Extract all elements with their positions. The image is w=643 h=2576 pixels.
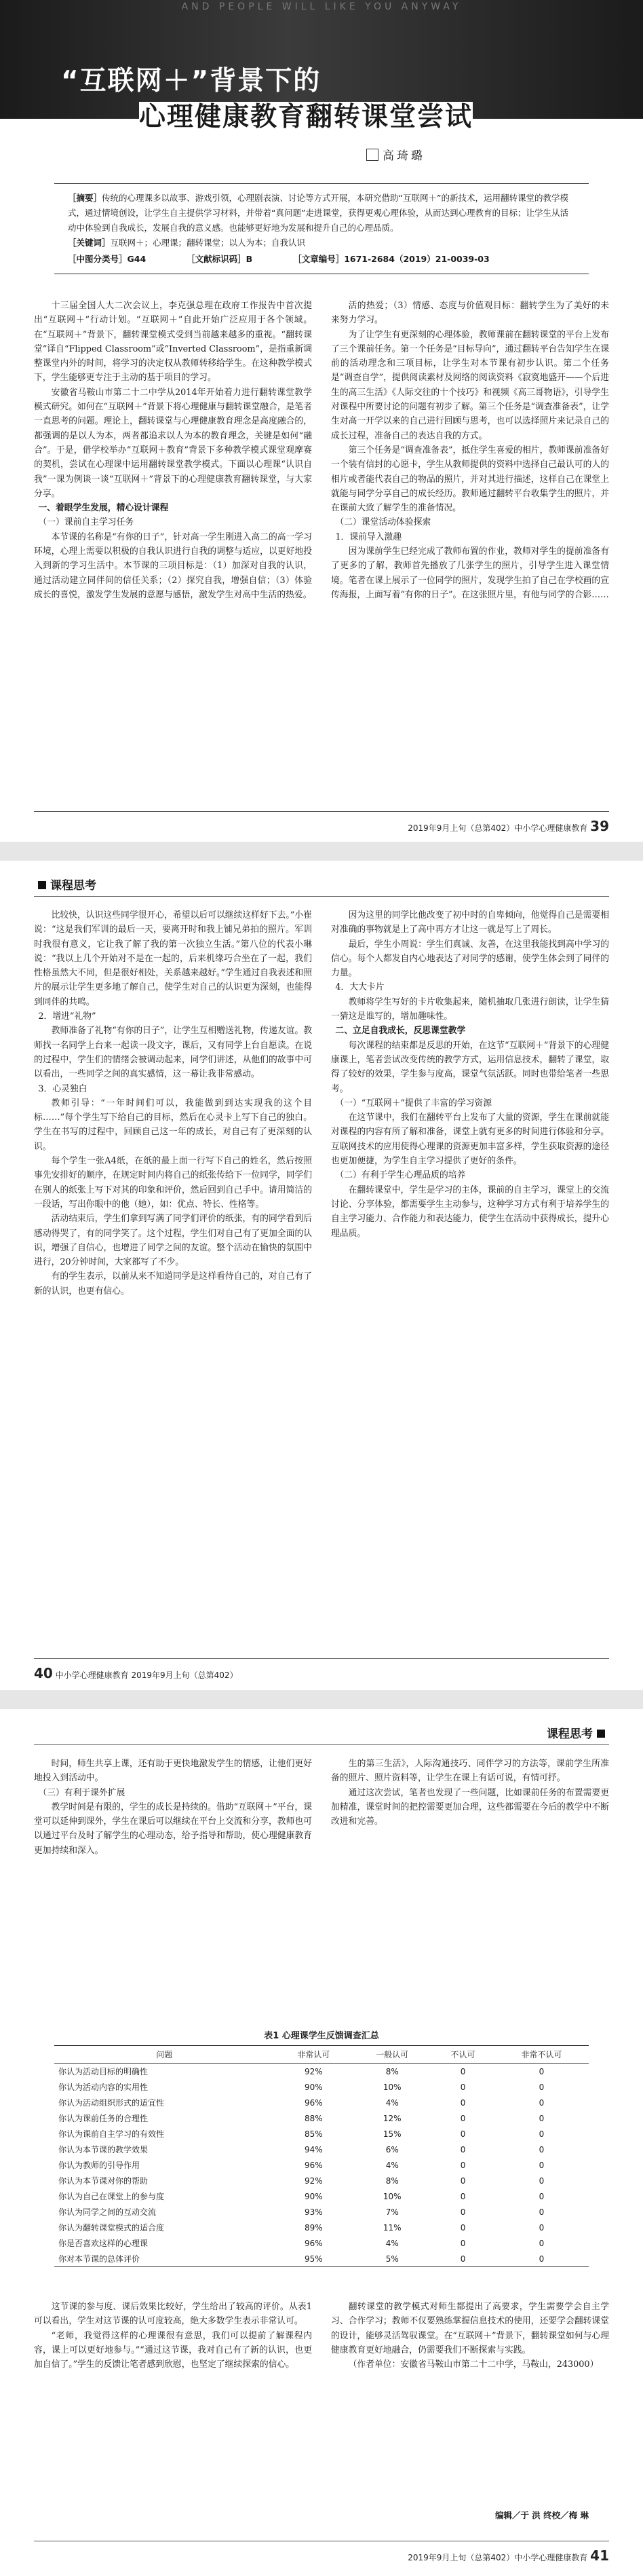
table-row [54, 2188, 589, 2204]
section-heading: （一）课前自主学习任务 [38, 517, 134, 528]
table-cell: 96% [305, 2097, 323, 2108]
abstract-label: ［摘要］ [68, 193, 102, 203]
table-cell: 88% [305, 2113, 323, 2123]
page-footer [408, 2547, 609, 2564]
table-cell: 4% [385, 2097, 399, 2108]
paragraph: 有的学生表示，以前从来不知道同学是这样看待自己的，对自己有了新的认识，也更有信心。 [34, 1271, 312, 1296]
banner-tagline: AND PEOPLE WILL LIKE YOU ANYWAY [181, 1, 462, 12]
table-cell: 0 [460, 2129, 466, 2139]
article-number: ［文章编号］1671-2684（2019）21-0039-03 [293, 254, 490, 264]
table-row [54, 2064, 589, 2080]
table-cell: 89% [305, 2222, 323, 2233]
page1-column-left [34, 299, 312, 801]
table-cell: 0 [460, 2160, 466, 2170]
section-heading: 1．课前导入激趣 [335, 531, 402, 542]
table-cell: 6% [385, 2144, 399, 2154]
page-number: 39 [590, 818, 609, 834]
article-title-line1: “互联网＋”背景下的 [61, 66, 322, 96]
table-row [54, 2235, 589, 2251]
table-cell: 0 [460, 2207, 466, 2217]
table-row [54, 2142, 589, 2157]
section-heading: 4．大大卡片 [335, 982, 385, 993]
table-cell: 8% [385, 2066, 399, 2076]
table-cell: 96% [305, 2238, 323, 2248]
paragraph: 第三个任务是“调查准备表”，抵住学生喜爱的相片，教师课前准备好一个装有信封的心愿卡，学生从教师提供的资料中选择自己最认可的人的相片或者能代表自己的物品的照片，并对其进行描述，这样自己在课堂上就能与同学分享自己的成长经历。教师通过翻转平台收集学生的照片，并在课前大致了解学生的准备情况。 [331, 445, 609, 514]
table-cell: 你认为活动组织形式的适宜性 [58, 2098, 165, 2108]
page-39 [0, 0, 643, 842]
table-cell: 0 [539, 2082, 545, 2092]
paragraph: 翻转课堂的教学模式对师生都提出了高要求，学生需要学会自主学习、合作学习；教师不仅要熟练掌握信息技术的使用，还要学会翻转课堂的设计，能够灵活驾驭课堂。在“互联网＋”背景下，翻转课堂如何与心理健康教育更好地融合，仍需要我们不断探索与实践。 [331, 2302, 609, 2355]
table-cell: 85% [305, 2129, 323, 2139]
table-cell: 0 [539, 2222, 545, 2233]
square-bullet-icon [597, 1730, 605, 1738]
table-cell: 0 [539, 2191, 545, 2201]
table-cell: 0 [460, 2144, 466, 2154]
table-cell: 0 [431, 2251, 494, 2267]
table-cell: 0 [539, 2238, 545, 2248]
table-cell: 你对本节课的总体评价 [54, 2251, 274, 2267]
classification-row [68, 252, 575, 267]
table-header-row [54, 2046, 589, 2064]
table-cell: 4% [385, 2238, 399, 2248]
table-cell: 你认为教师的引导作用 [58, 2161, 140, 2170]
paragraph: （作者单位：安徽省马鞍山市第二十二中学，马鞍山，243000） [348, 2359, 599, 2370]
page2-columns [34, 908, 609, 1648]
table-row [54, 2204, 589, 2220]
section-header [547, 1724, 609, 1741]
table-cell: 10% [383, 2082, 402, 2092]
section-header [34, 876, 96, 893]
table-cell: 0 [539, 2129, 545, 2139]
page-gap [0, 1690, 643, 1709]
square-bullet-icon [38, 881, 46, 889]
doc-code: ［文献标识码］B [187, 254, 253, 264]
table-header-cell: 不认可 [431, 2046, 494, 2064]
page2-column-right [331, 908, 609, 1648]
keywords-text: 互联网＋；心理课；翻转课堂；以人为本；自我认识 [110, 238, 306, 248]
table-cell: 0 [460, 2113, 466, 2123]
table-row [54, 2110, 589, 2126]
table-cell: 15% [383, 2129, 402, 2139]
table-cell: 0 [539, 2144, 545, 2154]
page1-columns [34, 299, 609, 801]
section-heading: （二）有利于学生心理品质的培养 [335, 1170, 466, 1181]
page3-column-left-bottom [34, 2300, 312, 2500]
feedback-table [54, 2045, 589, 2267]
table-cell: 7% [385, 2207, 399, 2217]
table-cell: 0 [460, 2222, 466, 2233]
table-cell: 0 [539, 2207, 545, 2217]
table-cell: 93% [305, 2207, 323, 2217]
paragraph: 安徽省马鞍山市第二十二中学从2014年开始着力进行翻转课堂教学模式研究。如何在“互联网＋”背景下将心理健康与翻转课堂融合，是笔者一直思考的问题。理论上，翻转课堂与心理健康教育理念是高度融合的，都强调的是以人为本，两者都追求以人为本的教育理念，关键是如何“融合”。于是，借学校举办“互联网＋教育”背景下多种教学模式课堂观摩赛的契机，尝试在心理课中运用翻转课堂教学模式。下面以心理课“认识自我”一课为例谈一谈“互联网＋”背景下的心理健康教育翻转课堂，与大家分享。 [34, 387, 312, 499]
table-header-cell: 问题 [54, 2046, 274, 2064]
paragraph: 为了让学生有更深刻的心理体验，教师课前在翻转课堂的平台上发布了三个课前任务。第一个任务是“目标导向”，通过翻转平台告知学生在课前的活动理念和三项目标，让学生对本节课有初步认识。第二个任务是“调查自学”，提供阅读素材及网络的阅读资料《寂寞地盛开——个后进生的高三生活》《人际交往的十个技巧》和视频《高三哥物语》，引导学生对课程中所要讨论的问题有初步了解。第三个任务是“调查准备表”，让学生对高一开学以来的自己进行回顾与思考，也可以选择照片来记录自己的成长过程，准备自己的表达自我的方式。 [331, 329, 609, 441]
table-cell: 0 [460, 2097, 466, 2108]
paragraph: 生的第三生活》，人际沟通技巧、同伴学习的方法等，课前学生所准备的照片、照片资料等，让学生在课上有话可说，有情可抒。 [331, 1759, 609, 1784]
table-cell: 90% [305, 2191, 323, 2201]
paragraph: 因为课前学生已经完成了教师布置的作业，教师对学生的提前准备有了更多的了解，教师首先播放了几张学生的照片，引导学生进入课堂情境。笔者在课上展示了一位同学的照片，发现学生拍了自己在学校画的宣传海报，上面写着“有你的日子”。在这张照片里，有他与同学的合影…… [331, 546, 609, 600]
footer-text: 中小学心理健康教育 2019年9月上旬（总第402） [55, 1670, 238, 1680]
paragraph: 十三届全国人大二次会议上，李克强总理在政府工作报告中首次提出“互联网＋”行动计划。“互联网＋”自此开始广泛应用于各个领域。在“互联网＋”背景下，翻转课堂模式受到当前越来越多的重视。“翻转课堂”译自“Flipped Classroom”或“Inverted Classroom”，是指重新调整课堂内外的时间，将学习的决定权从教师转移给学生。在这种教学模式下，学生能够更专注于主动的基于项目的学习。 [34, 301, 312, 384]
page3-column-right-bottom [331, 2300, 609, 2500]
keywords-label: ［关键词］ [68, 238, 111, 248]
table-row [54, 2220, 589, 2235]
page-41 [0, 1709, 643, 2576]
table-cell: 你认为本节课的教学效果 [58, 2145, 149, 2154]
section-heading: 一、着眼学生发展，精心设计课程 [38, 503, 169, 514]
table-row [54, 2251, 589, 2267]
table-cell: 0 [539, 2176, 545, 2186]
section-heading: （一）“互联网＋”提供了丰富的学习资源 [335, 1098, 492, 1108]
table-cell: 5% [353, 2251, 431, 2267]
table-cell: 0 [539, 2160, 545, 2170]
table-cell: 0 [460, 2176, 466, 2186]
table-row [54, 2173, 589, 2188]
feedback-table-block [54, 2028, 589, 2267]
table-cell: 90% [305, 2082, 323, 2092]
table-body [54, 2064, 589, 2267]
table-cell: 0 [460, 2191, 466, 2201]
footer-text: 2019年9月上旬（总第402）中小学心理健康教育 [408, 2553, 588, 2562]
page-number: 41 [590, 2547, 609, 2564]
table-row [54, 2126, 589, 2142]
table-cell: 你是否喜欢这样的心理课 [58, 2239, 149, 2248]
section-heading: 二、立足自我成长，反思课堂教学 [335, 1026, 466, 1037]
table-cell: 0 [494, 2251, 589, 2267]
clc-number: ［中图分类号］G44 [68, 254, 147, 264]
table-cell: 你认为课前任务的合理性 [58, 2114, 149, 2123]
table-row [54, 2157, 589, 2173]
table-cell: 0 [539, 2066, 545, 2076]
table-cell: 0 [460, 2082, 466, 2092]
paragraph: 因为这里的同学比他改变了初中时的自卑倾向，他觉得自己是需要相对准确的事物就是上了高中再方才让这一就是写上了周长。 [331, 910, 609, 935]
table-header-cell: 非常认可 [274, 2046, 353, 2064]
paragraph: 最后，学生小周说：学生们真诚、友善，在这里我能找到高中学习的信心。每个人都发自内心地表达了对同学的感谢，使学生体会到了同伴的力量。 [331, 939, 609, 979]
table-row [54, 2095, 589, 2110]
section-title: 课程思考 [50, 879, 96, 893]
table-cell: 96% [305, 2160, 323, 2170]
table-cell: 你认为本节课对你的帮助 [58, 2176, 149, 2186]
paragraph: 通过这次尝试，笔者也发现了一些问题，比如课前任务的布置需要更加精准，课堂时间的把控需要更加合理，这些都需要在今后的教学中不断改进和完善。 [331, 1787, 609, 1827]
section-heading: 2．增进“礼物” [38, 1011, 96, 1022]
abstract-text: 传统的心理课多以故事、游戏引领，心理剧表演、讨论等方式开展，本研究借助“互联网＋”的新技术，运用翻转课堂的教学模式，通过情境创设，让学生自主提供学习材料，并带着“真问题”走进课堂，获得更观心理体验，从而达到心理教育的目标；让学生从活动中体验到自我成长，发展自我的意义感。也能够更好地为发展和提升自己的心理品质。 [68, 193, 568, 233]
footer-text: 2019年9月上旬（总第402）中小学心理健康教育 [408, 823, 588, 833]
author-box-icon [366, 149, 378, 161]
table-cell: 你认为自己在课堂上的参与度 [58, 2192, 165, 2201]
footer-rule [34, 811, 609, 812]
table-header-cell: 非常不认可 [494, 2046, 589, 2064]
table-row [54, 2079, 589, 2095]
abstract-block [54, 183, 589, 274]
table-cell: 12% [383, 2113, 402, 2123]
table-header-cell: 一般认可 [353, 2046, 431, 2064]
paragraph: 时间，师生共享上课，还有助于更快地激发学生的情感，让他们更好地投入到活动中。 [34, 1759, 312, 1784]
table-cell: 你认为课前自主学习的有效性 [58, 2129, 165, 2139]
table-cell: 你认为同学之间的互动交流 [58, 2207, 157, 2217]
paragraph: 在这节课中，我们在翻转平台上发布了大量的资源，学生在课前就能对课程的内容有所了解和准备，课堂上就有更多的时间进行体验和分享。互联网技术的应用使得心理课的资源更加丰富多样，学生获取资源的途径也更加便捷，为学生自主学习提供了更好的条件。 [331, 1113, 609, 1167]
table-cell: 92% [305, 2176, 323, 2186]
editor-credit: 编辑／于 洪 终校／梅 琳 [494, 2510, 589, 2520]
section-heading: （二）课堂活动体验探索 [335, 517, 431, 528]
section-heading: 3．心灵独白 [38, 1083, 87, 1094]
table-caption: 表1 心理课学生反馈调查汇总 [264, 2031, 379, 2041]
table-cell: 94% [305, 2144, 323, 2154]
keywords [68, 236, 575, 250]
page3-column-left-top [34, 1757, 312, 2021]
paragraph: 每次课程的结束都是反思的开始，在这节“互联网＋”背景下的心理健康课上，笔者尝试改变传统的教学方式，运用信息技术，翻转了课堂，取得了较好的效果，学生参与度高，课堂气氛活跃。同时也带给笔者一些思考。 [331, 1040, 609, 1094]
article-title-line2: 心理健康教育翻转课堂尝试 [139, 102, 473, 132]
page-40 [0, 861, 643, 1690]
table-cell: 0 [460, 2238, 466, 2248]
page3-top-columns [34, 1757, 609, 2021]
table-cell: 0 [539, 2097, 545, 2108]
footer-rule [34, 1658, 609, 1659]
section-title: 课程思考 [547, 1728, 593, 1741]
paragraph: 教师将学生写好的卡片收集起来，随机抽取几张进行朗读，让学生猜一猜这是谁写的，增加趣味性。 [331, 996, 609, 1022]
page2-column-left [34, 908, 312, 1648]
page1-column-right [331, 299, 609, 801]
paragraph: 每个学生一张A4纸，在纸的最上面一行写下自己的姓名，然后按照事先安排好的顺序，在规定时间内将自己的纸张传给下一位同学，同学们在别人的纸张上写下对其的印象和评价，然后回到自己手中。请用简洁的一段话，写出你眼中的他（她），如：优点、特长、性格等。 [34, 1156, 312, 1210]
table-cell: 11% [383, 2222, 402, 2233]
table-cell: 95% [274, 2251, 353, 2267]
author-name: 高琦璐 [383, 149, 425, 163]
page-footer [34, 1665, 238, 1681]
page3-column-right-top [331, 1757, 609, 2021]
header-rule [34, 1744, 609, 1745]
table-cell: 10% [383, 2191, 402, 2201]
abstract [68, 191, 575, 236]
table-cell: 4% [385, 2160, 399, 2170]
table-cell: 你认为翻转课堂模式的适合度 [58, 2223, 165, 2233]
paragraph: 教学时间是有限的，学生的成长是持续的。借助“互联网＋”平台，课堂可以延伸到课外，学生在课后可以继续在平台上交流和分享，教师也可以通过平台及时了解学生的心理动态，给予指导和帮助，使心理健康教育更加持续和深入。 [34, 1802, 312, 1856]
table-cell: 0 [539, 2113, 545, 2123]
paragraph: 活的热爱；（3）情感、态度与价值观目标：翻转学生为了美好的未来努力学习。 [331, 301, 609, 326]
paragraph: 这节课的参与度、课后效果比较好，学生给出了较高的评价。从表1可以看出，学生对这节课的认可度较高，绝大多数学生表示非常认可。 [34, 2302, 312, 2327]
page-gap [0, 842, 643, 861]
paragraph: 活动结束后，学生们拿到写满了同学们评价的纸张，有的同学看到后感动得哭了，有的同学笑了。这个过程，学生们对自己有了更加全面的认识，增强了自信心，也增进了同学之间的友谊。整个活动在愉快的氛围中进行，20分钟时间，大家都写了不少。 [34, 1214, 312, 1268]
author-byline [366, 146, 425, 163]
paragraph: 本节课的名称是“有你的日子”，针对高一学生刚进入高二的高一学习环境，心理上需要以积极的自我认识进行自我的调整与适应，以更好地投入到新的学习生活中。本节课的三项目标是：（1）加深对自我的认识，通过活动建立同伴间的信任关系；（2）探究自我，增强自信；（3）体验成长的喜悦，激发学生发展的意愿与感悟，激发学生对高中生活的热爱。 [34, 531, 312, 600]
page-number: 40 [34, 1665, 53, 1681]
paragraph: 比较快，认识这些同学很开心，希望以后可以继续这样好下去。”小崔说：“这是我们军训的最后一天，要离开时和我上铺兄弟拍的照片。军训时我很有意义，它让我了解了我的第一次独立生活。”第八位的代表小琳说：“我以上几个开始对不是在一起的，后来机缘巧合坐在了一起，我们性格虽然大不同，但是很好相处，关系越来越好。”学生通过自我表述和照片的展示让学生更多地了解自己，使学生对自己的认识更为深刻，也能得到同伴的共鸣。 [34, 910, 312, 1007]
table-cell: 你认为活动内容的实用性 [58, 2083, 149, 2092]
table-cell: 92% [305, 2066, 323, 2076]
paragraph: 在翻转课堂中，学生是学习的主体，课前的自主学习，课堂上的交流讨论、分享体验，都需要学生主动参与，这种学习方式有利于培养学生的自主学习能力、合作能力和表达能力，使学生在活动中获得成长，提升心理品质。 [331, 1184, 609, 1239]
table-cell: 0 [460, 2066, 466, 2076]
page3-bottom-columns [34, 2300, 609, 2500]
section-heading: （三）有利于课外扩展 [38, 1787, 125, 1798]
page-footer [408, 818, 609, 834]
paragraph: 教师准备了礼物“有你的日子”，让学生互相赠送礼物，传递友谊。教师找一名同学上台来一起读一段文字，课后，又有同学上台自愿读。在说的过程中，学生们的情绪会被调动起来，同学们讲述，从他们的故事中可以看出，一些同学之间的真实感情，这一幕让我非常感动。 [34, 1026, 312, 1080]
paragraph: 教师引导：“一年时间们可以，我能做到到达实现我的这个目标……”每个学生写下给自己的目标，然后在心灵卡上写下自己的独白。学生在书写的过程中，回顾自己这一年的成长，对自己有了更深刻的认识。 [34, 1098, 312, 1152]
header-rule [34, 896, 609, 897]
table-cell: 8% [385, 2176, 399, 2186]
table-cell: 你认为活动目标的明确性 [58, 2067, 149, 2076]
paragraph: “老师，我觉得这样的心理课很有意思，我们可以提前了解课程内容，课上可以更好地参与。”“通过这节课，我对自己有了新的认识，也更加自信了。”学生的反馈让笔者感到欣慰，也坚定了继续探索的信心。 [34, 2330, 312, 2370]
